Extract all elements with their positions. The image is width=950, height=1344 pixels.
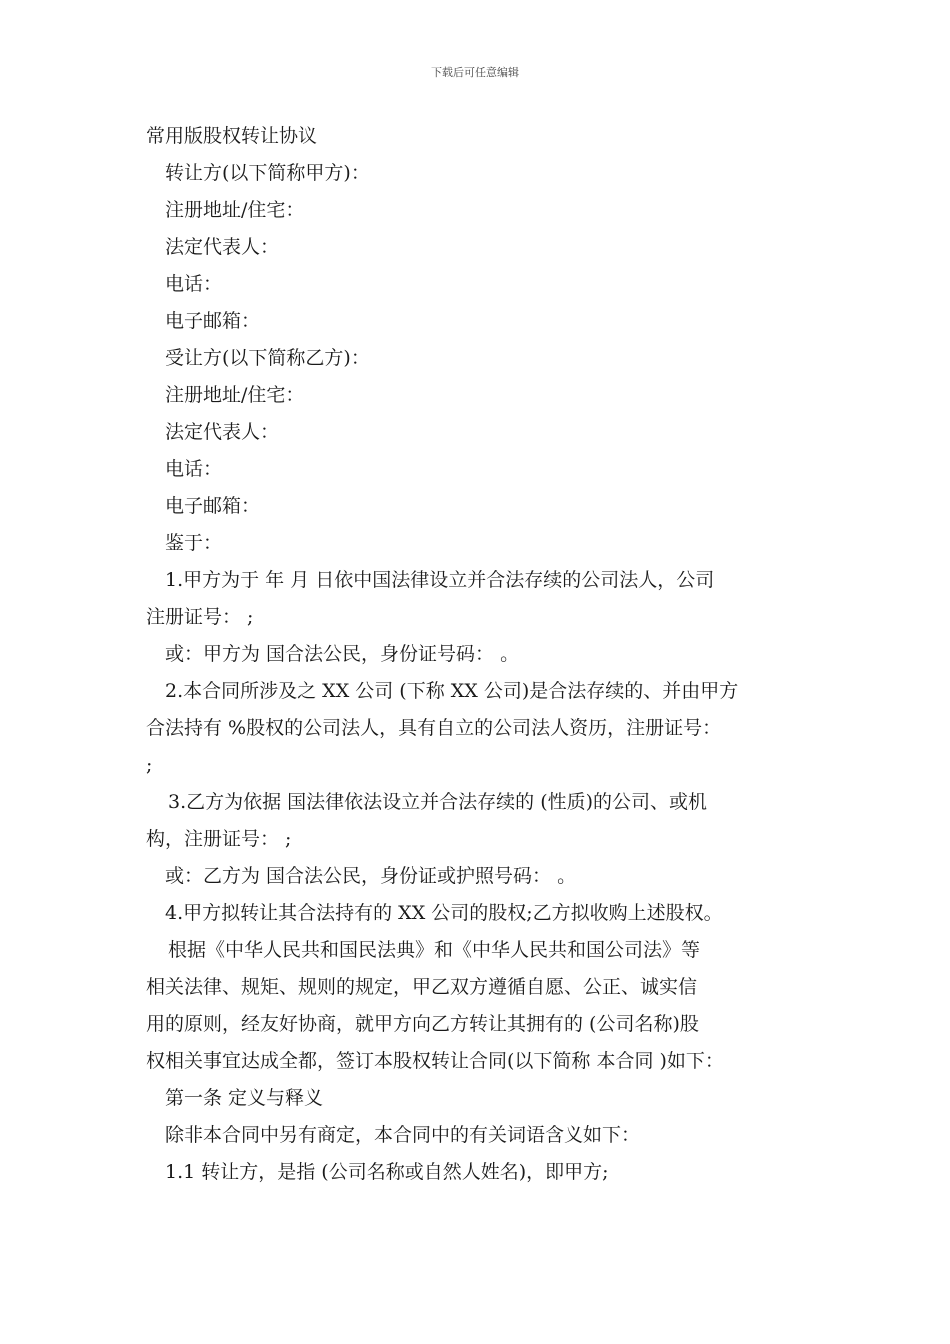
document-line: 权相关事宜达成全都，签订本股权转让合同(以下简称 本合同 )如下：	[146, 1050, 724, 1072]
document-line: 电子邮箱：	[165, 310, 261, 332]
document-lines	[146, 155, 816, 1191]
document-line: 用的原则，经友好协商，就甲方向乙方转让其拥有的 (公司名称)股	[146, 1013, 699, 1035]
document-line: 或：甲方为 国合法公民，身份证号码： 。	[165, 643, 520, 665]
document-line: 电话：	[165, 458, 223, 480]
document-line: 3.乙方为依据 国法律依法设立并合法存续的 (性质)的公司、或机	[168, 791, 708, 813]
document-body	[146, 118, 816, 1191]
document-line: ;	[146, 754, 153, 776]
document-line: 构，注册证号： ;	[146, 828, 292, 850]
page-header: 下载后可任意编辑	[431, 66, 519, 79]
document-line: 除非本合同中另有商定，本合同中的有关词语含义如下：	[165, 1124, 641, 1146]
document-line: 合法持有 %股权的公司法人，具有自立的公司法人资历，注册证号：	[146, 717, 722, 739]
document-line: 注册证号： ;	[146, 606, 254, 628]
document-line: 或：乙方为 国合法公民，身份证或护照号码： 。	[165, 865, 577, 887]
document-line: 鉴于：	[165, 532, 223, 554]
document-line: 电话：	[165, 273, 223, 295]
document-line: 第一条 定义与释义	[165, 1087, 324, 1109]
document-line: 电子邮箱：	[165, 495, 261, 517]
document-line: 相关法律、规矩、规则的规定，甲乙双方遵循自愿、公正、诚实信	[146, 976, 698, 998]
document-line: 转让方(以下简称甲方)：	[165, 162, 370, 184]
document-line: 法定代表人：	[165, 236, 280, 258]
document-line: 注册地址/住宅：	[165, 199, 305, 221]
document-line: 2.本合同所涉及之 XX 公司 (下称 XX 公司)是合法存续的、并由甲方	[165, 680, 739, 702]
document-line: 根据《中华人民共和国民法典》和《中华人民共和国公司法》等	[168, 939, 701, 961]
document-line: 4.甲方拟转让其合法持有的 XX 公司的股权;乙方拟收购上述股权。	[165, 902, 723, 924]
document-line: 1.甲方为于 年 月 日依中国法律设立并合法存续的公司法人，公司	[165, 569, 715, 591]
document-line: 法定代表人：	[165, 421, 280, 443]
document-title: 常用版股权转让协议	[146, 125, 318, 147]
document-line: 受让方(以下简称乙方)：	[165, 347, 370, 369]
document-line: 1.1 转让方，是指 (公司名称或自然人姓名)，即甲方;	[165, 1161, 609, 1183]
document-line: 注册地址/住宅：	[165, 384, 305, 406]
